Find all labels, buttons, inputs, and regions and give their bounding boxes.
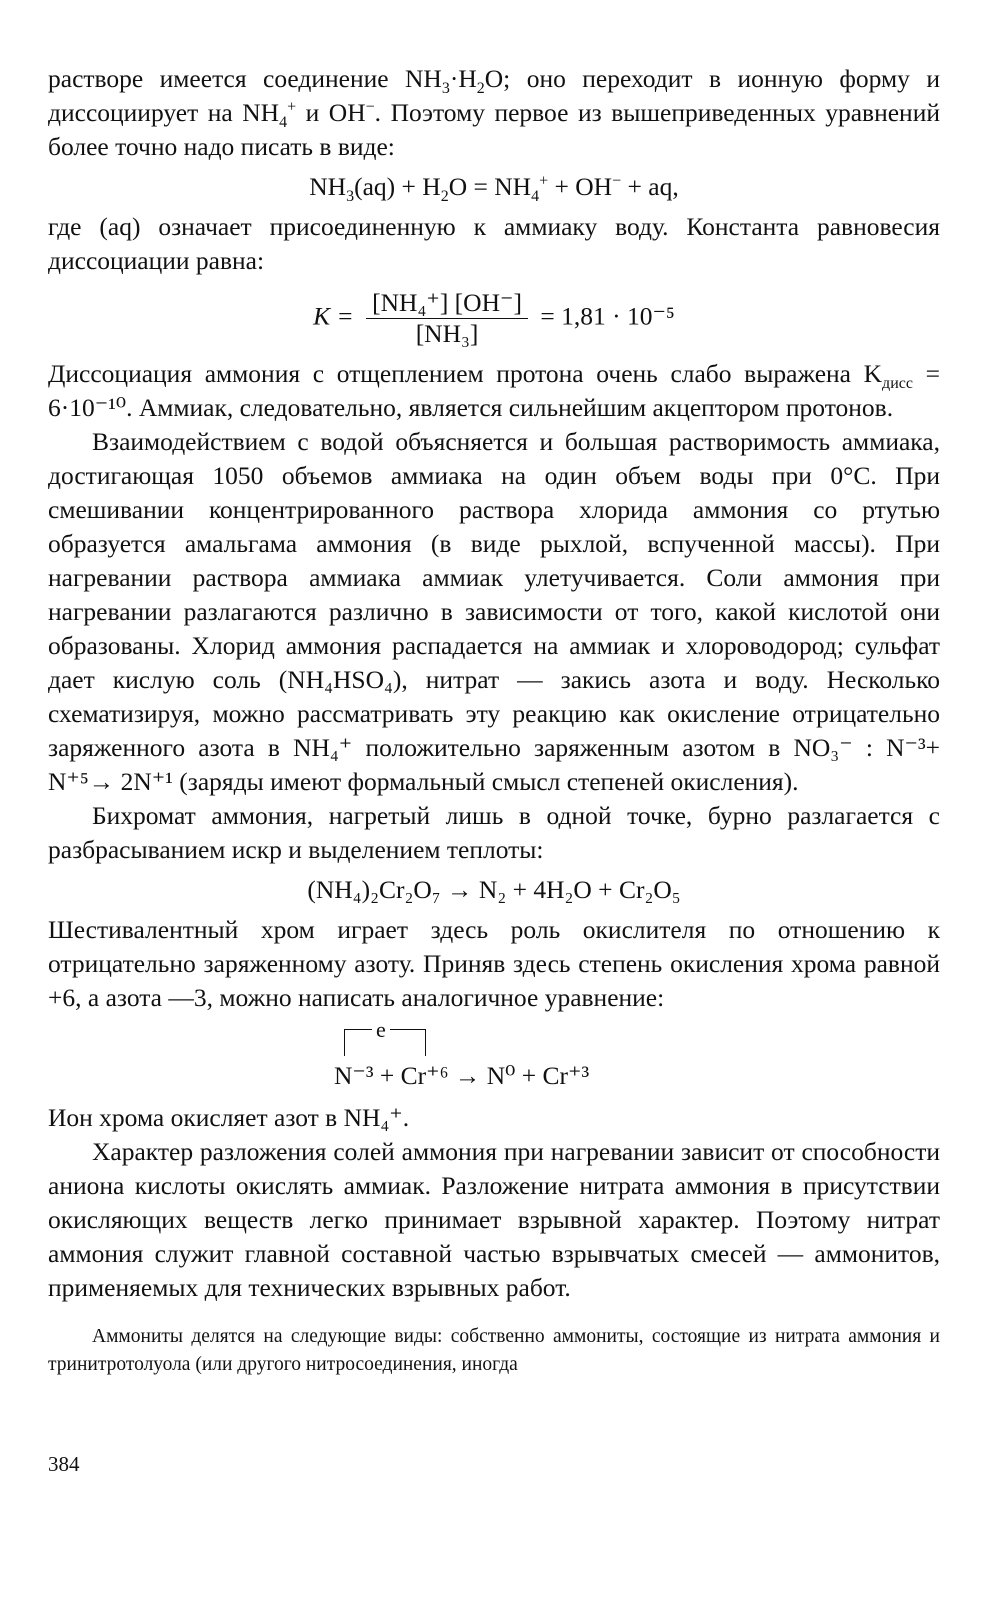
text-run: Диссоциация аммония с отщеплением протона очень слабо выражена K: [48, 359, 883, 388]
paragraph-8: Характер разложения солей аммония при нагревании зависит от способности аниона кислоты окислять аммиак. Разложение нитрата аммония в присутствии окисляющих веществ легко принимает взрывной характер. Поэтому нитрат аммония служит главной составной частью взрывчатых смесей — аммонитов, применяемых для технических взрывных работ.: [48, 1137, 940, 1302]
k-value: = 1,81 · 10⁻⁵: [540, 301, 675, 331]
paragraph-4: Взаимодействием с водой объясняется и большая растворимость аммиака, достигающая 1050 объемов аммиака на один объем воды при 0°C. При смешивании концентрированного раствора хлорида аммония со ртутью образуется амальгама аммония (в виде рыхлой, вспученной массы). При нагревании раствора аммиака аммиак улетучивается. Соли аммония при нагревании разлагаются различно в зависимости от того, какой кислотой они образованы. Хлорид аммония распадается на аммиак и хлороводород; сульфат дает кислую соль (NH₄HSO₄), нитрат — закись азота и воду. Несколько схематизируя, можно рассматривать эту реакцию как окисление отрицательно заряженного азота в NH₄⁺ положительно заряженным азотом в NO₃⁻ : N⁻³+ N⁺⁵→ 2N⁺¹ (заряды имеют формальный смысл степеней окисления).: [48, 427, 940, 796]
equilibrium-constant: [48, 288, 940, 349]
eq-part: + aq,: [621, 172, 679, 201]
paragraph-7: Ион хрома окисляет азот в NH₄⁺.: [48, 1103, 410, 1132]
text-run: . Поэтому первое из вышеприведенных уравнений более точно надо писать в виде:: [48, 98, 940, 161]
text-run: ·H: [449, 64, 477, 93]
eq-part: NH: [309, 172, 347, 201]
fraction-numerator: [NH₄⁺] [OH⁻]: [366, 288, 528, 319]
paragraph-3: [48, 357, 940, 425]
paragraph-5: Бихромат аммония, нагретый лишь в одной точке, бурно разлагается с разбрасыванием искр и выделением теплоты:: [48, 801, 940, 864]
page-number: 384: [48, 1452, 80, 1476]
paragraph-6: Шестивалентный хром играет здесь роль окислителя по отношению к отрицательно заряженному азоту. Приняв здесь степень окисления хрома равной +6, а азота —3, можно написать аналогичное уравнение:: [48, 915, 940, 1012]
fraction: [366, 288, 528, 349]
redox-scheme: [334, 1019, 654, 1097]
page-body: [48, 62, 940, 1379]
paragraph-2: где (aq) означает присоединенную к аммиаку воду. Константа равновесия диссоциации равна:: [48, 212, 940, 275]
fraction-denominator: [NH₃]: [415, 319, 479, 348]
eq-part: O = NH: [448, 172, 532, 201]
eq-part: + OH: [548, 172, 613, 201]
text-run: = 6·10⁻¹⁰. Аммиак, следовательно, является сильнейшим акцептором протонов.: [48, 359, 940, 422]
footnote-paragraph: Аммониты делятся на следующие виды: собственно аммониты, состоящие из нитрата аммония и тринитротолуола (или другого нитросоединения, иногда: [48, 1326, 940, 1375]
equation-dichromate: (NH₄)₂Cr₂O₇ → N₂ + 4H₂O + Cr₂O₅: [307, 875, 681, 904]
paragraph-1: растворе имеется соединение $NH_3\cdot H_2O$; оно переходит в ионную форму и диссоциирует на $NH_4^+$ и OH−. Поэтому первое из вышеприведенных уравнений более точно надо писать в виде:: [48, 64, 940, 161]
equation-ammonia-water: $NH_3(aq) + H_2O = NH_4^+ + OH^-$ + aq,: [309, 172, 679, 206]
text-run: O; оно переходит в ионную форму и диссоциирует на NH: [48, 64, 940, 127]
redox-equation: N⁻³ + Cr⁺⁶ → N⁰ + Cr⁺³: [334, 1061, 590, 1090]
electron-label: e: [372, 1017, 390, 1043]
eq-part: (aq) + H: [354, 172, 441, 201]
subscript: дисс: [882, 375, 913, 393]
k-lhs: K =: [313, 301, 354, 331]
text-run: растворе имеется соединение NH: [48, 64, 442, 93]
text-run: и OH: [296, 98, 366, 127]
